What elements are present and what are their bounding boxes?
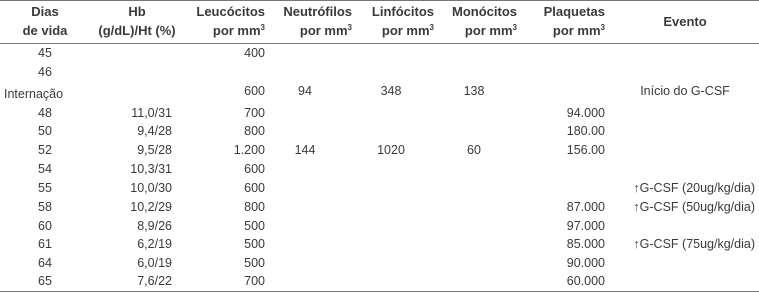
cell-hb: 11,0/31 bbox=[131, 106, 172, 120]
header-linfocitos: Linfócitos bbox=[371, 4, 434, 19]
cell-dias: 65 bbox=[38, 274, 52, 288]
cell-evento: Início do G-CSF bbox=[640, 84, 730, 98]
cell-leuc: 500 bbox=[244, 256, 265, 270]
header-neutrofilos: Neutrófilos bbox=[283, 4, 352, 19]
header-hb-line2: (g/dL)/Ht (%) bbox=[98, 23, 176, 38]
cell-hb: 10,2/29 bbox=[130, 200, 172, 214]
cell-plaq: 60.000 bbox=[566, 274, 605, 288]
header-leucocitos: Leucócitos bbox=[196, 4, 265, 19]
header-dias-line2: de vida bbox=[22, 23, 68, 38]
cell-dias-note: Internação bbox=[4, 87, 64, 101]
header-dias-line1: Dias bbox=[31, 4, 59, 19]
cell-hb: 8,9/26 bbox=[137, 219, 172, 233]
cell-dias: 45 bbox=[38, 46, 52, 60]
header-evento: Evento bbox=[663, 14, 707, 29]
cell-plaq: 90.000 bbox=[566, 256, 605, 270]
table-top-rule bbox=[0, 0, 759, 1]
cell-evento: ↑G-CSF (20ug/kg/dia) bbox=[633, 181, 755, 195]
header-plaquetas-unit: por $mm^3$ bbox=[552, 23, 605, 38]
cell-evento: ↑G-CSF (75ug/kg/dia) bbox=[633, 237, 755, 251]
header-linfocitos-unit: por $mm^3$ bbox=[381, 23, 434, 38]
cell-hb: 10,0/30 bbox=[130, 181, 172, 195]
cell-dias: 61 bbox=[38, 237, 52, 251]
cell-plaq: 94.000 bbox=[566, 106, 605, 120]
header-plaquetas: Plaquetas bbox=[543, 4, 605, 19]
cell-mono: 138 bbox=[463, 84, 485, 98]
cell-plaq: 156.00 bbox=[566, 143, 605, 157]
cell-linf: 1020 bbox=[377, 143, 405, 157]
cell-dias: 52 bbox=[38, 143, 52, 157]
header-monocitos-unit: por $mm^3$ bbox=[464, 23, 517, 38]
cell-hb: 6,2/19 bbox=[137, 237, 172, 251]
cell-linf: 348 bbox=[380, 84, 402, 98]
cell-dias: 58 bbox=[38, 200, 52, 214]
cell-leuc: 700 bbox=[244, 106, 265, 120]
header-rule bbox=[0, 43, 759, 44]
cell-plaq: 87.000 bbox=[566, 200, 605, 214]
cell-hb: 9,5/28 bbox=[137, 143, 172, 157]
cell-hb: 9,4/28 bbox=[137, 124, 172, 138]
cell-hb: 6,0/19 bbox=[137, 256, 172, 270]
cell-hb: 7,6/22 bbox=[137, 274, 172, 288]
cell-leuc: 500 bbox=[244, 219, 265, 233]
cell-plaq: 85.000 bbox=[566, 237, 605, 251]
cell-leuc: 800 bbox=[244, 124, 265, 138]
header-monocitos: Monócitos bbox=[452, 4, 517, 19]
cell-leuc: 700 bbox=[244, 274, 265, 288]
cell-leuc: 600 bbox=[244, 162, 265, 176]
table-bottom-rule bbox=[0, 291, 759, 292]
cell-dias: 60 bbox=[38, 219, 52, 233]
header-leucocitos-unit: por $mm^3$ bbox=[212, 23, 265, 38]
cell-leuc: 800 bbox=[244, 200, 265, 214]
cell-leuc: 400 bbox=[244, 46, 265, 60]
cell-neut: 94 bbox=[298, 84, 312, 98]
cell-leuc: 500 bbox=[244, 237, 265, 251]
cell-dias: 55 bbox=[38, 181, 52, 195]
cell-mono: 60 bbox=[467, 143, 481, 157]
cell-plaq: 97.000 bbox=[566, 219, 605, 233]
cell-dias: 54 bbox=[38, 162, 52, 176]
cell-dias: 50 bbox=[38, 124, 52, 138]
cell-plaq: 180.00 bbox=[566, 124, 605, 138]
cell-hb: 10,3/31 bbox=[130, 162, 172, 176]
cell-leuc: 1.200 bbox=[233, 143, 265, 157]
cell-dias: 64 bbox=[38, 256, 52, 270]
cell-dias: 46 bbox=[38, 65, 52, 79]
header-neutrofilos-unit: por $mm^3$ bbox=[299, 23, 352, 38]
cell-dias: 48 bbox=[38, 106, 52, 120]
cell-leuc: 600 bbox=[244, 181, 265, 195]
cell-evento: ↑G-CSF (50ug/kg/dia) bbox=[633, 200, 755, 214]
cell-leuc: 600 bbox=[244, 84, 265, 98]
cell-neut: 144 bbox=[294, 143, 316, 157]
header-hb-line1: Hb bbox=[128, 4, 146, 19]
